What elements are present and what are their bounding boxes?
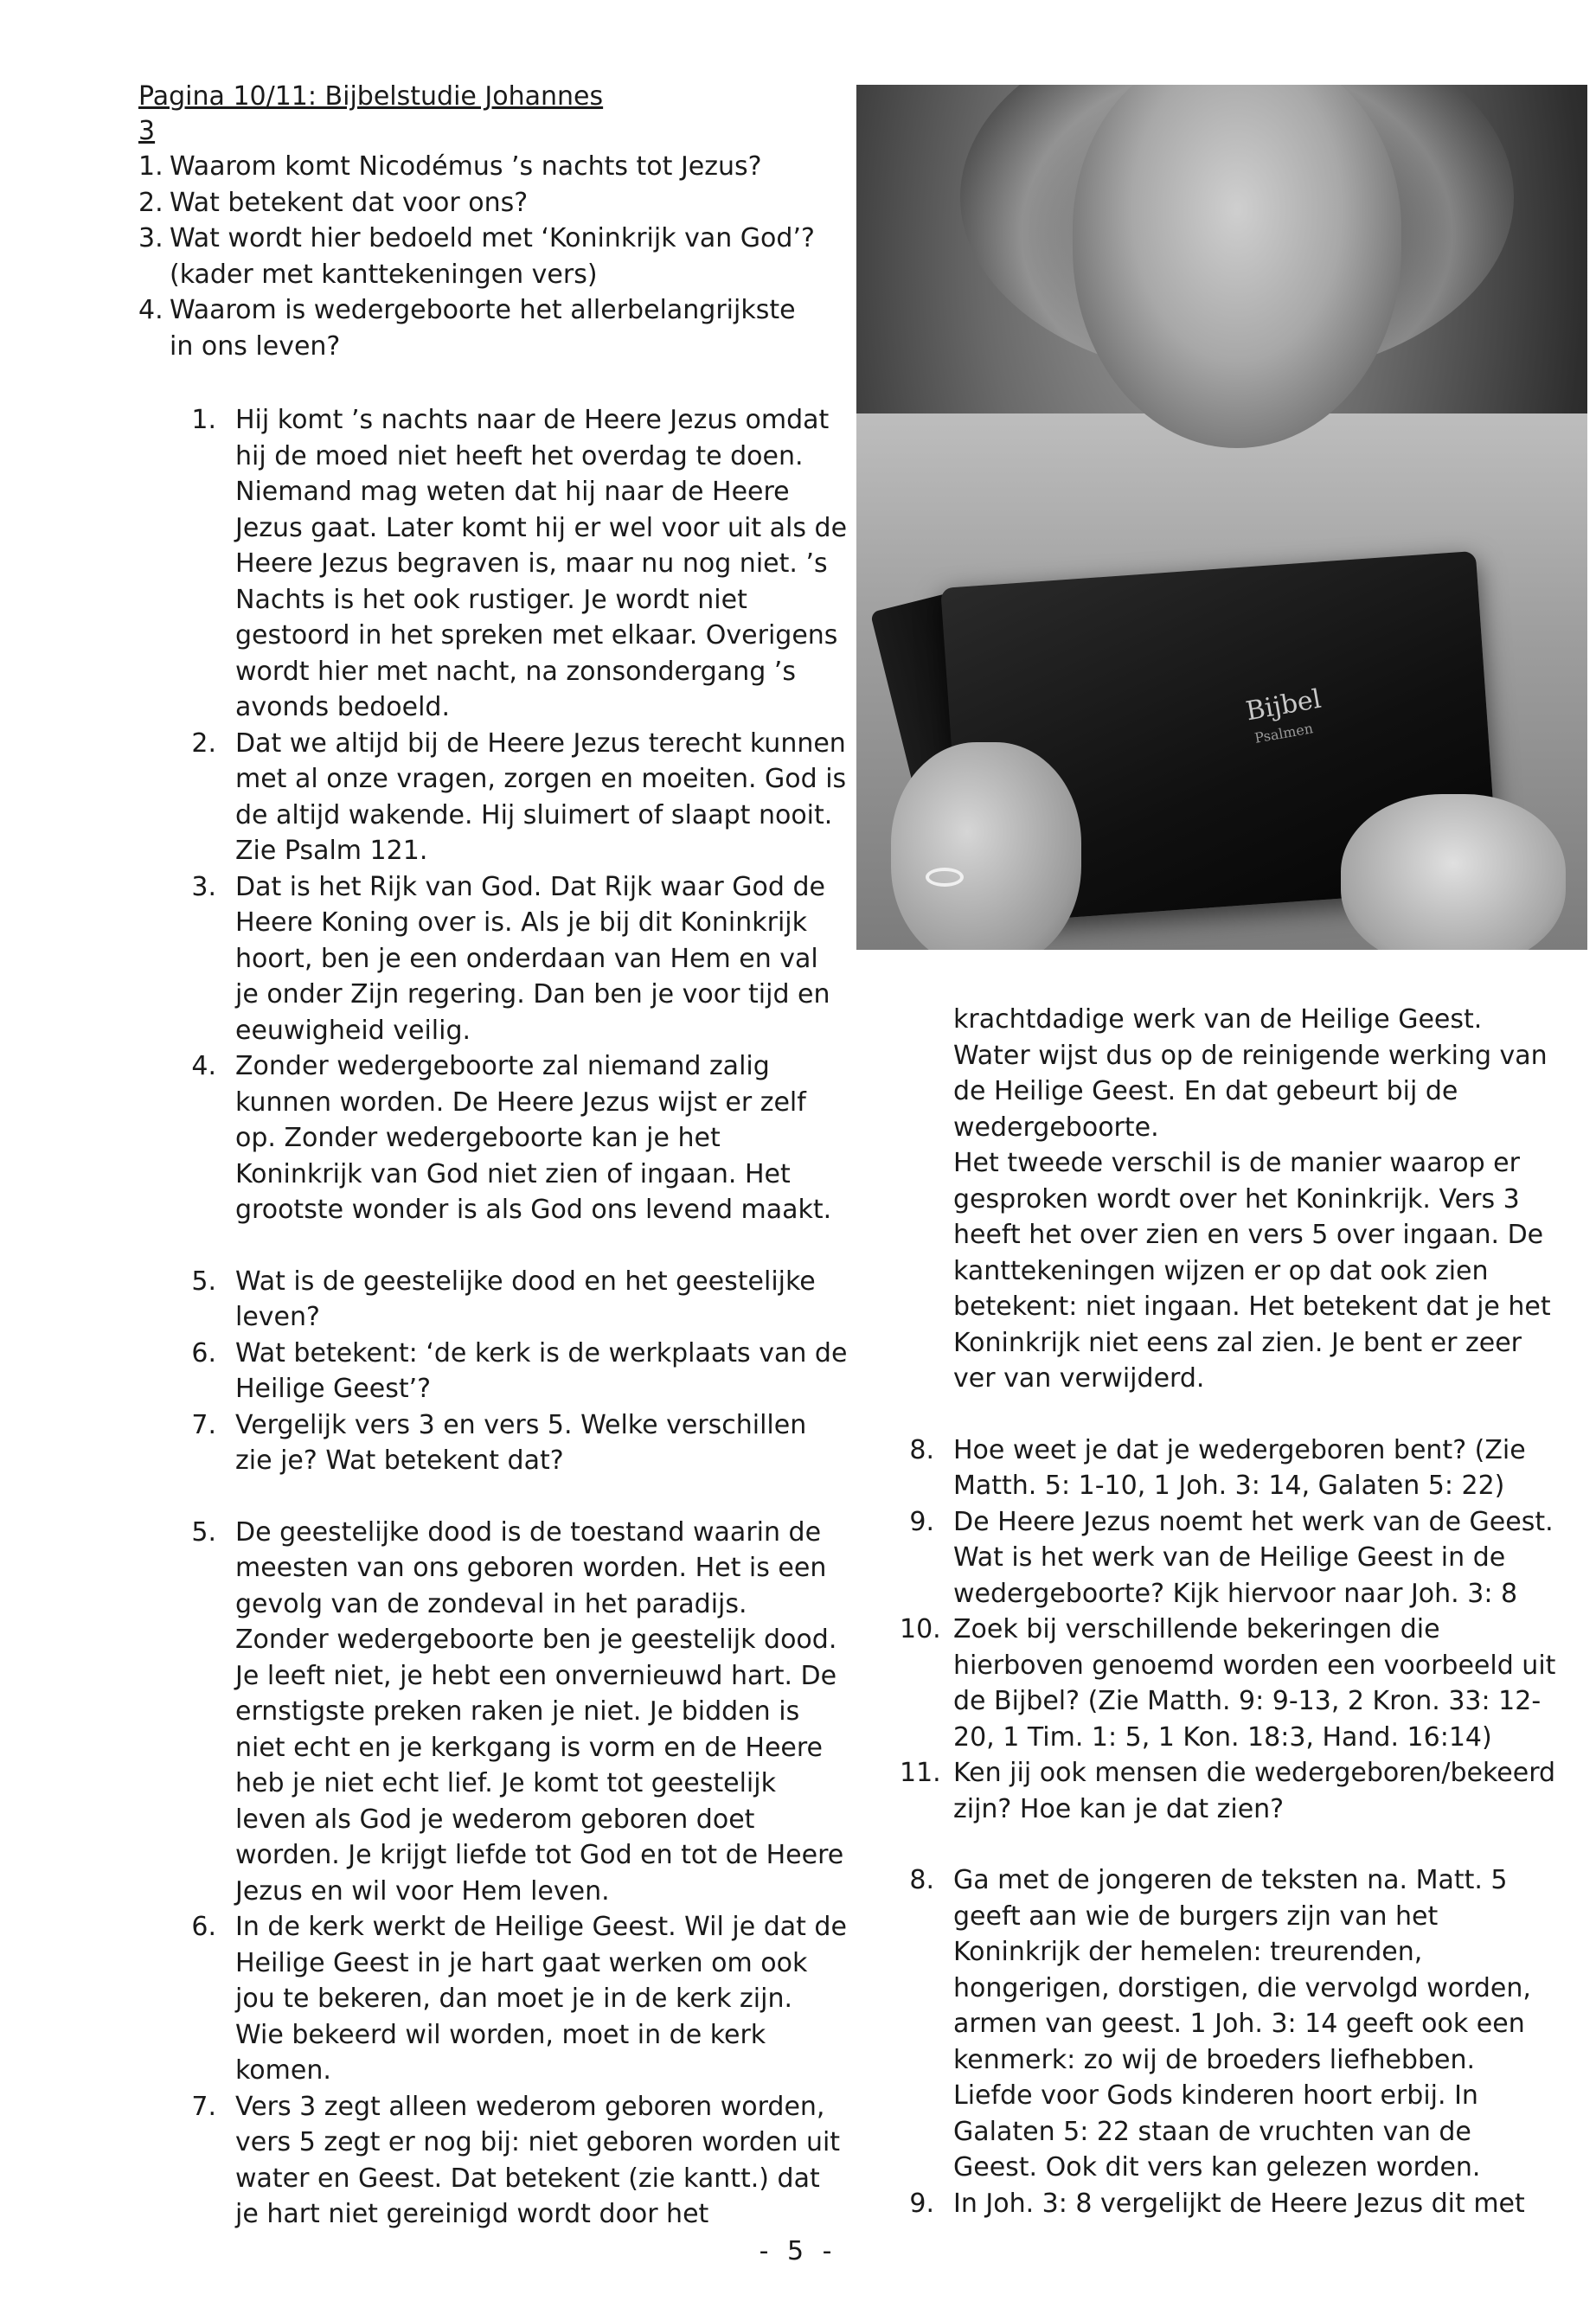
list-item: 5. Wat is de geestelijke dood en het geestelijke leven? (191, 1266, 816, 1332)
list-item: 9. De Heere Jezus noemt het werk van de Geest. Wat is het werk van de Heilige Geest in de wedergeboorte? Kijk hiervoor naar Joh. 3: 8 (909, 1506, 1554, 1609)
photo-woman-reading-bible (856, 85, 1587, 950)
question-list-a (138, 149, 822, 364)
list-item: 11. Ken jij ook mensen die wedergeboren/bekeerd zijn? Hoe kan je dat zien? (900, 1758, 1556, 1824)
page-number: - 5 - (759, 2236, 837, 2266)
list-item: 1. Waarom komt Nicodémus ’s nachts tot Jezus? (138, 151, 762, 182)
list-item: 7. Vers 3 zegt alleen wederom geboren worden, vers 5 zegt er nog bij: niet geboren worden uit water en Geest. Dat betekent (zie kantt.) dat je hart niet gereinigd wordt door het (191, 2091, 841, 2229)
right-column (900, 1002, 1557, 2221)
list-item: 3. Dat is het Rijk van God. Dat Rijk waar God de Heere Koning over is. Als je bij dit Koninkrijk hoort, ben je een onderdaan van Hem en val je onder Zijn regering. Dan ben je voor tijd en eeuwigheid veilig. (191, 871, 830, 1046)
list-item: 10. Zoek bij verschillende bekeringen die hierboven genoemd worden een voorbeeld uit de Bijbel? (Zie Matth. 9: 9-13, 2 Kron. 33: 12-20, 1 Tim. 1: 5, 1 Kon. 18:3, Hand. 16:14) (900, 1614, 1556, 1753)
list-item: 3. Wat wordt hier bedoeld met ‘Koninkrijk van God’? (kader met kanttekeningen vers) (138, 223, 815, 290)
list-item: 7. Vergelijk vers 3 en vers 5. Welke verschillen zie je? Wat betekent dat? (191, 1409, 807, 1476)
list-item: 4. Waarom is wedergeboorte het allerbelangrijkste in ons leven? (138, 295, 796, 362)
ring (926, 868, 964, 887)
list-item: 6. In de kerk werkt de Heilige Geest. Wil je dat de Heilige Geest in je hart gaat werken om ook jou te bekeren, dan moet je in de kerk zijn. Wie bekeerd wil worden, moet in de kerk komen. (191, 1912, 847, 2086)
continuation-para-2: Het tweede verschil is de manier waarop er gesproken wordt over het Koninkrijk. Vers 3 heeft het over zien en vers 5 over ingaan. De kanttekeningen wijzen er op dat ook zien betekent: niet ingaan. Het betekent dat je het Koninkrijk niet eens zal zien. Je bent er zeer ver van verwijderd. (953, 1148, 1551, 1394)
list-item: 2. Dat we altijd bij de Heere Jezus terecht kunnen met al onze vragen, zorgen en moeiten. God is de altijd wakende. Hij sluimert of slaapt nooit. Zie Psalm 121. (191, 727, 847, 866)
list-item: 4. Zonder wedergeboorte zal niemand zalig kunnen worden. De Heere Jezus wijst er zelf op. Zonder wedergeboorte kan je het Koninkrijk van God niet zien of ingaan. Het grootste wonder is als God ons levend maakt. (191, 1051, 832, 1225)
page-title: Pagina 10/11: Bijbelstudie Johannes 3 (138, 81, 604, 146)
list-item: 1. Hij komt ’s nachts naar de Heere Jezus omdat hij de moed niet heeft het overdag te doen. Niemand mag weten dat hij naar de Heere Jezus gaat. Later komt hij er wel voor uit als de Heere Jezus begraven is, maar nu nog niet. ’s Nachts is het ook rustiger. Je wordt niet gestoord in het spreken met elkaar. Overigens wordt hier met nacht, na zonsondergang ’s avonds bedoeld. (191, 405, 848, 722)
list-item: 8. Hoe weet je dat je wedergeboren bent? (Zie Matth. 5: 1-10, 1 Joh. 3: 14, Galaten 5: 22) (909, 1434, 1526, 1501)
book-title: Bijbel (1243, 683, 1324, 727)
list-item: 8. Ga met de jongeren de teksten na. Matt. 5 geeft aan wie de burgers zijn van het Koninkrijk der hemelen: treurenden, hongerigen, dorstigen, die vervolgd worden, armen van geest. 1 Joh. 3: 14 geeft ook een kenmerk: zo wij de broeders liefhebben. Liefde voor Gods kinderen hoort erbij. In Galaten 5: 22 staan de vruchten van de Geest. Ook dit vers kan gelezen worden. (909, 1865, 1531, 2182)
list-item: 9. In Joh. 3: 8 vergelijkt de Heere Jezus dit met (909, 2188, 1525, 2219)
list-item: 5. De geestelijke dood is de toestand waarin de meesten van ons geboren worden. Het is een gevolg van de zondeval in het paradijs. Zonder wedergeboorte ben je geestelijk dood. Je leeft niet, je hebt een onvernieuwd hart. De ernstigste preken raken je niet. Je bidden is niet echt en je kerkgang is vorm en de Heere heb je niet echt lief. Je komt tot geestelijk leven als God je wederom geboren doet worden. Je krijgt liefde tot God en tot de Heere Jezus en wil voor Hem leven. (191, 1516, 844, 1907)
answers-a (182, 402, 848, 2233)
book-subtitle: Psalmen (1253, 720, 1315, 747)
continuation-para-1: krachtdadige werk van de Heilige Geest. Water wijst dus op de reinigende werking van de Heilige Geest. En dat gebeurt bij de wedergeboorte. (953, 1004, 1548, 1143)
list-item: 6. Wat betekent: ‘de kerk is de werkplaats van de Heilige Geest’? (191, 1337, 848, 1404)
list-item: 2. Wat betekent dat voor ons? (138, 187, 529, 218)
